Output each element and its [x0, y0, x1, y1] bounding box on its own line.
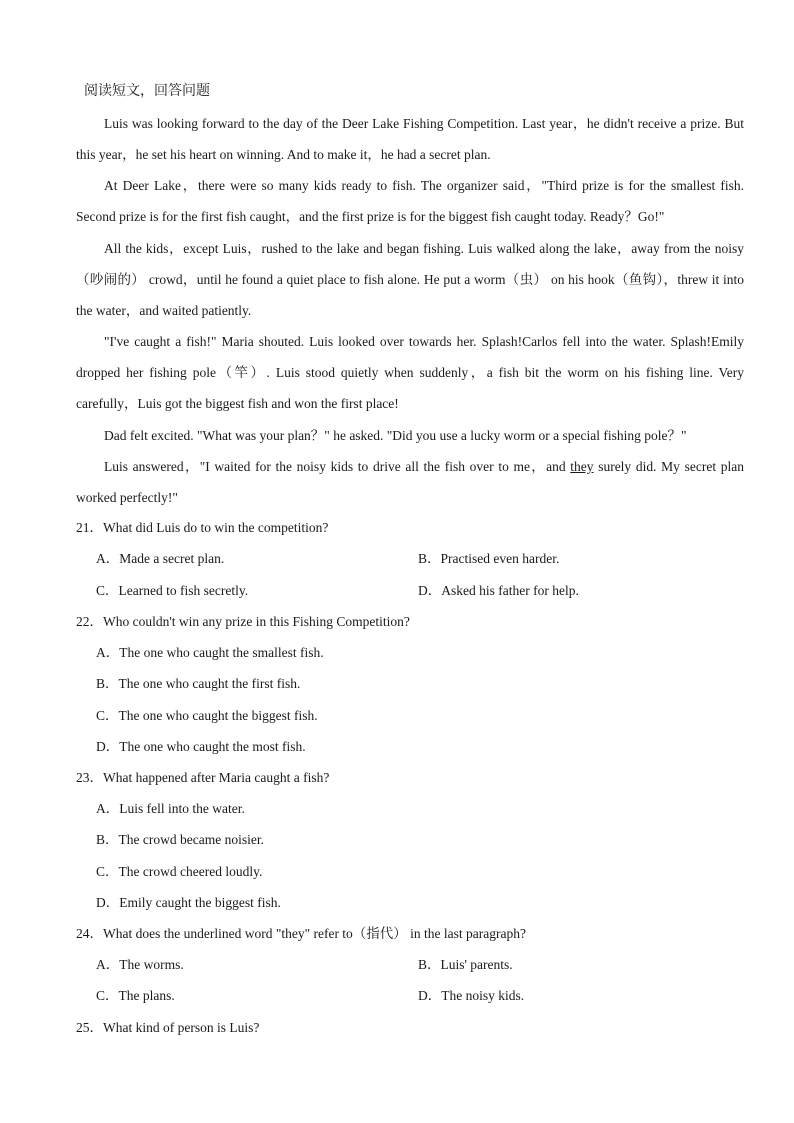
- paragraph-6-text-end: surely did. My secret plan worked perfectly!": [76, 459, 744, 506]
- passage-paragraph-5: Dad felt excited. "What was your plan？" he asked. "Did you use a lucky worm or a special fishing pole？": [104, 428, 687, 443]
- question-21-option-c: C．Learned to fish secretly.: [96, 583, 249, 598]
- question-21-stem: 21．What did Luis do to win the competition?: [76, 520, 329, 535]
- question-23-option-d: D．Emily caught the biggest fish.: [96, 895, 281, 910]
- question-24-option-b: B．Luis' parents.: [418, 957, 513, 972]
- passage-paragraph-4: "I've caught a fish!" Maria shouted. Luis looked over towards her. Splash!Carlos fell into the water. Splash!Emily dropped her fishing pole（竿）. Luis stood quietly when suddenly，a fish bit the worm on his fishing line. Very carefully，Luis got the biggest fish and won the first place!: [76, 334, 744, 412]
- passage-paragraph-2: At Deer Lake，there were so many kids ready to fish. The organizer said，"Third prize is for the smallest fish. Second prize is for the first fish caught，and the first prize is for the biggest fish caught today. Ready？Go!": [76, 178, 744, 225]
- question-22-option-d: D．The one who caught the most fish.: [96, 739, 306, 754]
- question-25-stem: 25．What kind of person is Luis?: [76, 1020, 260, 1035]
- question-23-option-b: B．The crowd became noisier.: [96, 832, 264, 847]
- passage-paragraph-1: Luis was looking forward to the day of the Deer Lake Fishing Competition. Last year，he didn't receive a prize. But this year，he set his heart on winning. And to make it，he had a secret plan.: [76, 116, 744, 163]
- question-21-option-d: D．Asked his father for help.: [418, 583, 579, 598]
- question-21-option-b: B．Practised even harder.: [418, 551, 560, 566]
- section-heading: 阅读短文，回答问题: [84, 83, 210, 99]
- underlined-word-they: they: [570, 459, 594, 474]
- question-23-option-c: C．The crowd cheered loudly.: [96, 864, 263, 879]
- question-22-option-b: B．The one who caught the first fish.: [96, 676, 301, 691]
- passage-paragraph-3: All the kids，except Luis，rushed to the lake and began fishing. Luis walked along the lake，away from the noisy （吵闹的） crowd，until he found a quiet place to fish alone. He put a worm（虫） on his hook（鱼钩），threw it into the water，and waited patiently.: [76, 241, 744, 319]
- question-23-stem: 23．What happened after Maria caught a fish?: [76, 770, 330, 785]
- question-21-option-a: A．Made a secret plan.: [96, 551, 225, 566]
- question-24-stem: 24．What does the underlined word "they" refer to（指代） in the last paragraph?: [76, 926, 527, 941]
- question-24-option-c: C．The plans.: [96, 988, 175, 1003]
- question-22-option-c: C．The one who caught the biggest fish.: [96, 708, 318, 723]
- question-24-option-a: A．The worms.: [96, 957, 184, 972]
- paragraph-6-text-start: Luis answered，"I waited for the noisy kids to drive all the fish over to me，and: [104, 459, 571, 474]
- question-24-option-d: D．The noisy kids.: [418, 988, 525, 1003]
- question-23-option-a: A．Luis fell into the water.: [96, 801, 245, 816]
- passage-paragraph-6: [76, 451, 744, 513]
- question-22-stem: 22．Who couldn't win any prize in this Fishing Competition?: [76, 614, 410, 629]
- question-22-option-a: A．The one who caught the smallest fish.: [96, 645, 324, 660]
